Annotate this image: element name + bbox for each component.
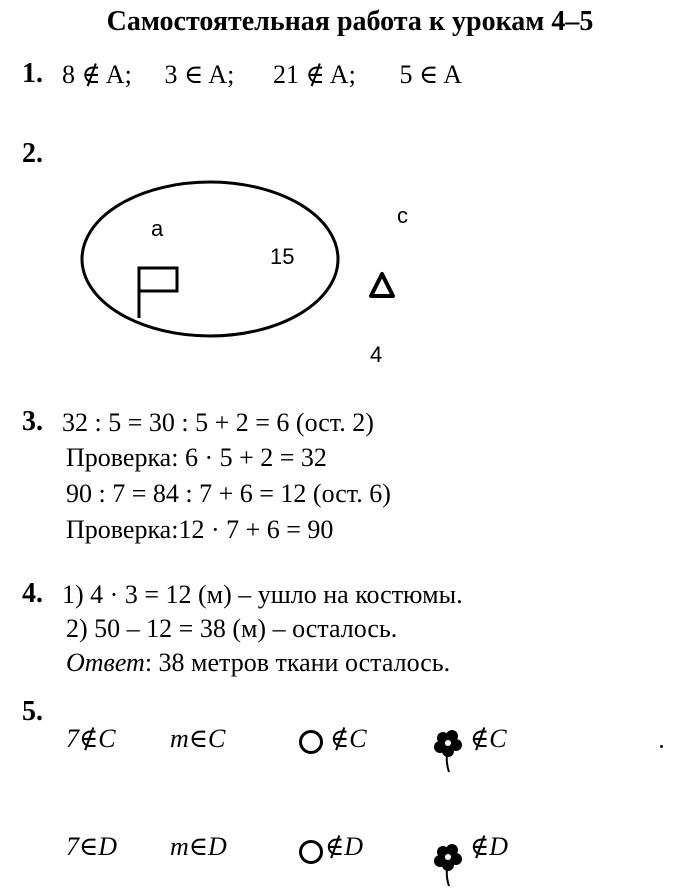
task5-row1-item3: ∉C — [330, 724, 367, 753]
task4-number: 4. — [22, 578, 43, 609]
answer-text: : 38 метров ткани осталось. — [144, 648, 451, 677]
task3-line-2: Проверка: 6 · 5 + 2 = 32 — [66, 443, 327, 472]
flag-icon — [139, 268, 177, 318]
outside-label-4: 4 — [370, 342, 383, 367]
task4-line-2: 2) 50 – 12 = 38 (м) – осталось. — [66, 614, 398, 643]
stray-dot — [660, 745, 663, 748]
task5-row1-item2: m∈C — [170, 724, 226, 753]
task1-item: 8 ∉ A; — [62, 60, 132, 89]
task3-line-4: Проверка:12 · 7 + 6 = 90 — [66, 515, 334, 544]
circle-icon — [298, 728, 326, 756]
task1-number: 1. — [22, 58, 43, 89]
task5-row2-item3: ∉D — [325, 832, 364, 861]
inside-label-15: 15 — [270, 244, 295, 269]
task1-item: 5 ∈ A — [399, 60, 463, 89]
answer-label: Ответ — [66, 648, 145, 677]
outside-label-c: c — [397, 203, 408, 228]
triangle-icon — [371, 274, 393, 296]
task5-number: 5. — [22, 696, 43, 727]
task1-item: 3 ∈ A; — [164, 60, 235, 89]
task5-row2-item4: ∉D — [470, 832, 509, 861]
circle-icon — [298, 838, 326, 866]
task3-line-1: 32 : 5 = 30 : 5 + 2 = 6 (ост. 2) — [62, 408, 374, 437]
task5-row2-item1: 7∈D — [66, 832, 118, 861]
page-title: Самостоятельная работа к урокам 4–5 — [106, 6, 594, 37]
inside-label-a: a — [151, 216, 164, 241]
task1-item: 21 ∉ A; — [273, 60, 356, 89]
task4-line-1: 1) 4 · 3 = 12 (м) – ушло на костюмы. — [62, 580, 463, 609]
set-ellipse — [82, 182, 338, 336]
flower-icon — [432, 842, 468, 888]
task2-number: 2. — [22, 138, 43, 169]
task5-row2-item2: m∈D — [170, 832, 227, 861]
task3-line-3: 90 : 7 = 84 : 7 + 6 = 12 (ост. 6) — [66, 479, 391, 508]
flower-icon — [432, 728, 468, 774]
task5-row1-item4: ∉C — [470, 724, 507, 753]
task3-number: 3. — [22, 406, 43, 437]
task4-answer — [66, 648, 450, 678]
task5-row1-item1: 7∉C — [66, 724, 116, 753]
